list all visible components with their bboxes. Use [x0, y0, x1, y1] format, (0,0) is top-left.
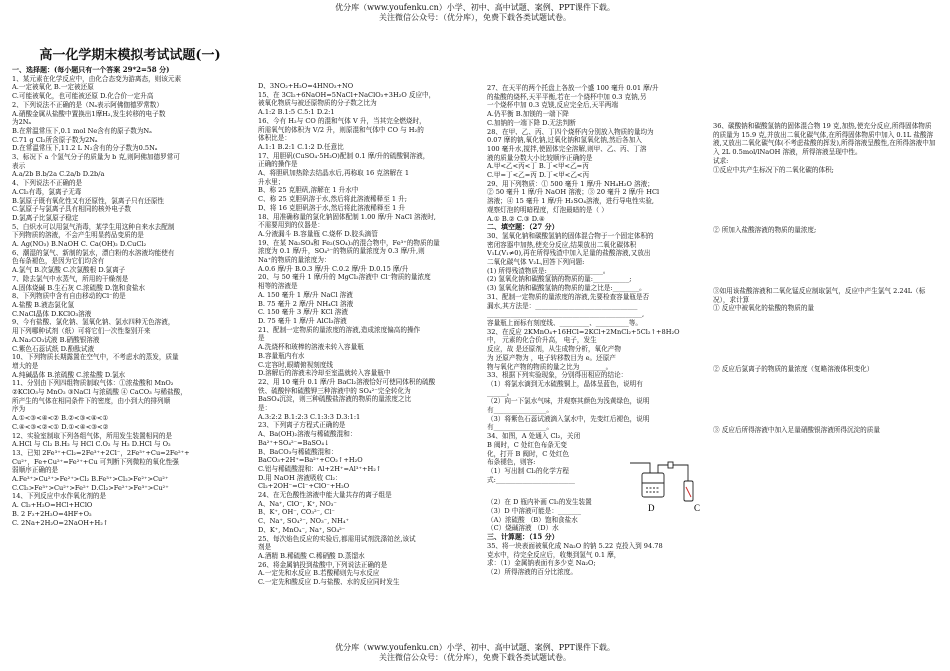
col3-line: 有________________。 — [487, 423, 553, 432]
col2-line: Ba²⁺+SO₄²⁻=BaSO₄↓ — [258, 438, 330, 447]
col3-line: 溶液；④ 15 毫升 1 摩/升 H₂SO₄溶液，进行导电性实验, — [487, 197, 655, 206]
col3-line: 0.07 摩的钠,氧化钠,过氧化钠和氢氧化钠,然后各加入 — [487, 136, 642, 145]
col2-line: 21、配制一定物质的量浓度的溶液,造成浓度偏高的操作 — [258, 325, 421, 334]
col3-line: （3）将紫色石蕊试液滴入氯水中，先变红后褪色，说明 — [487, 414, 650, 423]
col1-body — [12, 66, 248, 527]
col2-line: 是： — [258, 404, 272, 413]
col4-body — [713, 122, 938, 434]
col4-line: ③如用该盐酸溶液和二氧化锰反应制取氯气，反应中产生氯气 2.24L（标况），求计算 — [713, 286, 926, 304]
col3-line: （3）D 中溶液可能是：_______ — [487, 507, 581, 516]
inlet-tube — [630, 463, 650, 473]
col1-line: C.氯原子与氯离子具有相同的核外电子数 — [12, 205, 131, 214]
col1-line: 5、白炽水可以用氯气消毒，某学生用这种自来水去配制 — [12, 222, 175, 231]
col1-line: B. 2 F₂+2H₂O=4HF+O₂ — [12, 509, 92, 518]
col2-line: 24、在无色酸性溶液中能大量共存的离子组是 — [258, 491, 392, 500]
col3-line: V₁L(V₁≠0),再在所得残渣中加入足量的盐酸溶液,又放出 — [487, 249, 651, 258]
footer-line-1: 优分库（www.youfenku.cn）小学、初中、高中试题、案例、PPT课件下载。 — [335, 643, 615, 652]
col1-line: A.Na₂CO₃试液 B.硝酸银溶液 — [12, 335, 100, 344]
col1-line: 11、分别由下列四组物质制取气体：①浓盐酸和 MnO₂ — [12, 379, 174, 388]
col3-line: ② 50 毫升 1 摩/升 NaOH 溶液；③ 20 毫升 2 摩/升 HCl — [487, 188, 660, 197]
col1-line: C.71 g Cl₂所含原子数为2Nₐ — [12, 135, 98, 144]
col2-line: D. 75 毫升 1 摩/升 AlCl₃溶液 — [258, 316, 347, 325]
column-2 — [258, 82, 478, 587]
page-title: 高一化学期末模拟考试试题(一) — [39, 48, 221, 63]
col3-line: A.甲<乙<丙<丁 B.丁<甲<乙=丙 — [487, 162, 589, 171]
col2-line: D.溶解后的溶液未冷却至室温就转入容量瓶中 — [258, 369, 391, 378]
stopcock-b — [668, 462, 673, 468]
col3-line: 求：（1）金属钠表面有多少克 Na₂O; — [487, 559, 596, 568]
col4-line — [713, 339, 938, 365]
col3-line: 30、氢氧化钠和碳酸氢钠的固体混合物于一个固定体积的 — [487, 231, 654, 240]
col3-line: 二氧化碳气体 V₂L,回答下列问题: — [487, 258, 585, 267]
col4-line — [713, 235, 938, 261]
col2-line: BaSO₄沉淀，则三种硫酸盐溶液的物质的量浓度之比 — [258, 395, 412, 404]
col3-line: 二、填空题：（27 分） — [487, 223, 559, 232]
col3-line: 31、配制一定物质的量浓度的溶液,先要检查容量瓶是否 — [487, 292, 650, 301]
col3-line: (1) 所得残渣物质是:_________________。 — [487, 266, 610, 275]
col2-line: 升水里； — [258, 177, 285, 186]
col2-line: A.分液漏斗 B.容量瓶 C.烧杯 D.胶头滴管 — [258, 229, 378, 238]
col4-line: ② 反应后氯离子的物质的量浓度（复略溶液体积变化） — [713, 365, 874, 374]
col2-line: C.一定先和酸反应 D.与盐酸、水的反应同时发生 — [258, 578, 400, 587]
header-line-1: 优分库（www.youfenku.cn）小学、初中、高中试题、案例、PPT课件下载。 — [335, 3, 615, 12]
col3-line: 32、在反应 2KMnO₄+16HCl=2KCl+2MnCl₂+5Cl₂↑+8H₂O — [487, 327, 680, 336]
col2-line: A. 150 毫升 1 摩/升 NaCl 溶液 — [258, 290, 353, 299]
col2-line: A、将胆矾加热除去结晶水后,再称取 16 克溶解在 1 — [258, 169, 410, 178]
col2-line: 铁、硫酸锌和硫酸钾三种溶液中的 SO₄²⁻完全转化为 — [258, 386, 411, 395]
col2-line: 所需氧气的体积为 V/2 升，则原混和气体中 CO 与 H₂的 — [258, 125, 424, 134]
col4-line — [713, 313, 938, 339]
col3-line: B 阀时，C 处红色布条无变 — [487, 440, 568, 449]
col2-line: A.酒精 B.稀硫酸 C.稀硝酸 D.蒸馏水 — [258, 551, 365, 560]
col2-line: 体积比是： — [258, 134, 291, 143]
col3-line: 100 毫升水,搅拌,使固体完全溶解,则甲、乙、丙、丁溶 — [487, 144, 647, 153]
col3-line: _______________________________________________, — [487, 310, 645, 319]
col4-line: ② 所加入盐酸溶液的物质的量浓度; — [713, 226, 817, 235]
column-4 — [713, 122, 938, 434]
col1-line: A.盐酸 B.液态氯化氢 — [12, 300, 75, 309]
col1-line: A.固体烧碱 B.生石灰 C.浓硫酸 D.饱和食盐水 — [12, 283, 146, 292]
col2-line: 22、用 10 毫升 0.1 摩/升 BaCl₂溶液恰好可使同体积的硫酸 — [258, 377, 436, 386]
label-c: C — [694, 503, 701, 513]
col2-line: 被氧化物质与被还原物质的分子数之比为 — [258, 99, 377, 108]
col4-line: ① 反应中被氧化的盐酸的物质的量 — [713, 304, 815, 313]
col1-line: 2、下列说法不正确的是（Nₐ表示阿佛伽德罗常数） — [12, 100, 163, 109]
col2-line: C.定容时,眼睛俯视刻度线 — [258, 360, 333, 369]
col1-line: C.可能被氧化，也可能被还原 D.化合价一定升高 — [12, 92, 154, 101]
col2-line: A、Na⁺, ClO⁻, K⁺, NO₃⁻ — [258, 499, 337, 508]
col2-line: B、称 25 克胆矾,溶解在 1 升水中 — [258, 186, 359, 195]
col2-line: 16、今有 H₂与 CO 的混和气体 V 升，当其完全燃烧时， — [258, 116, 426, 125]
col1-line: B.氯原子既有氧化性又有还原性，氯离子只有还原性 — [12, 196, 165, 205]
col2-line: A.洗烧杯和玻棒的溶液未转入容量瓶 — [258, 343, 364, 352]
chlorine-apparatus-diagram — [628, 453, 704, 515]
col2-line: 正确的操作是 — [258, 160, 298, 169]
col4-line — [713, 174, 938, 200]
column-1 — [12, 48, 248, 527]
col2-line: C、Na⁺, SO₄²⁻, NO₃⁻, NH₄⁺ — [258, 517, 350, 526]
header-line-2: 关注微信公众号：（优分库），免费下载各类试题试卷。 — [379, 13, 571, 22]
col4-line: ①反应中共产生标况下的二氧化碳的体积; — [713, 165, 834, 174]
col1-line: 6、潮湿的氯气、新制的氯水，漂白粉的水溶液均能使有 — [12, 248, 175, 257]
col1-line: B.在常温常压下,0.1 mol Ne含有的原子数为Nₐ — [12, 126, 152, 135]
col4-line — [713, 261, 938, 287]
footer-line-2: 关注微信公众号：（优分库），免费下载各类试题试卷。 — [379, 653, 571, 662]
col3-line: 33、根据下列实验现象，分别得出相应的结论： — [487, 371, 628, 380]
col2-line: 是 — [258, 334, 265, 343]
col3-line: 为 还原产物为 ，电子转移数目为 e。还原产 — [487, 353, 616, 362]
col1-line: C.NaCl晶体 D.KClO₃溶液 — [12, 309, 92, 318]
col3-line: （2）所得溶液的百分比浓度。 — [487, 567, 577, 576]
col1-line: D.在常温常压下,11.2 L N₂含有的分子数为0.5Nₐ — [12, 144, 158, 153]
col1-line: 为2Nₐ — [12, 118, 32, 127]
col3-line: （2）向一下氯水气味，并观察其颜色为浅黄绿色，说明 — [487, 397, 650, 406]
col1-line: 序为 — [12, 405, 26, 414]
col4-line: ③ 反应后所得溶液中加入足量硝酸银溶液所得沉淀的质量 — [713, 425, 880, 434]
col2-line: 相等的溶液是 — [258, 282, 298, 291]
col2-line: C. 150 毫升 3 摩/升 KCl 溶液 — [258, 308, 348, 317]
col1-line: 1、某元素在化学反应中，由化合态变为游离态，则该元素 — [12, 74, 182, 83]
col2-line: D、K⁺, MnO₄⁻, Na⁺, SO₄²⁻ — [258, 525, 346, 534]
col2-line: 18、用准确称量的氯化钠固体配制 1.00 摩/升 NaCl 溶液时, — [258, 212, 436, 221]
col1-line: 13、已知 2Fe³⁺+Cl₂=2Fe³⁺+2Cl⁻，2Fe³⁺+Cu=2Fe²⁺+ — [12, 448, 190, 457]
col3-line: 29、用下列物质：① 500 毫升 1 摩/升 NH₄H₂O 溶液； — [487, 179, 654, 188]
col3-line: 中， 元素的化合价升高， 电子，发生 — [487, 336, 597, 345]
col3-line: (3) 氢氧化钠和碳酸氢钠的物质的量之比是:________。 — [487, 284, 646, 293]
col1-line: A.a/2b B.b/2a C.2a/b D.2b/a — [12, 170, 105, 179]
col3-line: 物与氧化产物的物质的量之比为________。 — [487, 362, 613, 371]
col1-line: A.一定被氧化 B.一定被还原 — [12, 83, 94, 92]
col1-line: A.氯气 B.次氯酸 C.次氯酸根 D.氯离子 — [12, 266, 126, 275]
col1-line: ②KClO₃与 MnO₂ ③NaCl 与浓硫酸 ④ CaCO₃ 与稀盐酸， — [12, 388, 187, 397]
page-footer — [0, 643, 950, 663]
col1-line: 用下列哪种试剂（纸）可将它们一次性鉴别开来 — [12, 327, 151, 336]
col2-line: 20、与 50 毫升 1 摩/升的 MgCl₂溶液中 Cl⁻物质的量浓度 — [258, 273, 431, 282]
col3-line: 的盐酸的烧杯,天平平衡,若在一个烧杯中加 0.3 克钠,另 — [487, 92, 647, 101]
col3-line: （A）浓硫酸 （B）饱和食盐水 — [487, 515, 578, 524]
col2-line: 23、下列离子方程式正确的是 — [258, 421, 346, 430]
col1-line: C.Cl₂>Fe³⁺>Cu²⁺>Fe²⁺ D.Cl₂>Fe²⁺>Fe³⁺>Cu²⁺ — [12, 483, 169, 492]
col2-line: Na⁺的物质的量浓度为： — [258, 256, 331, 265]
col2-line: B.容量瓶内有水 — [258, 351, 305, 360]
col2-line: 19、在某 Na₂SO₄和 Fe₂(SO₄)₃的混合物中，Fe³⁺的物质的量 — [258, 238, 440, 247]
col3-line: (2) 氢氧化钠和碳酸氢钠的物质的量:___________; — [487, 275, 632, 284]
col4-line — [713, 200, 938, 226]
col2-line: A.0.6 摩/升 B.0.3 摩/升 C.0.2 摩/升 D.0.15 摩/升 — [258, 264, 409, 273]
col3-line: 三、计算题：（15 分） — [487, 533, 559, 542]
col3-line: 观察灯泡的明暗程度，灯泡最暗的是（ ） — [487, 205, 608, 214]
col3-line: 一个烧杯中加 0.3 克镁,反应完全后,天平两端 — [487, 101, 618, 110]
col3-line: 有________________。 — [487, 406, 553, 415]
col2-line: 15、在 3Cl₂+6NaOH=5NaCl+NaClO₃+3H₂O 反应中， — [258, 90, 436, 99]
col2-line: B、BaCO₃与稀硫酸混和： — [258, 447, 338, 456]
col2-line: 浓度为 0.1 摩/升，SO₄²⁻的物质的量浓度为 0.3 摩/升,则 — [258, 247, 425, 256]
col4-line: 36、碳酸钠和碳酸氢钠的固体混合物 19 克,加热,使充分反应,所得固体物质的质量为 15.9 克,并放出二氧化碳气体,在所得固体物质中加入 0.1L 盐酸溶液,又放出二氧化碳气体(不考虑盐酸的挥发),所得溶液呈酸性,在所得溶液中加入 2L 0.5mol/lNaOH 溶液，所得溶液呈现中性。 — [713, 122, 936, 157]
col3-line: （2）在 D 瓶内补画 Cl₂的发生装置 — [487, 498, 592, 507]
col2-line: 25、每次焰色反应的实验后,都需用试剂洗涤铂丝,该试 — [258, 534, 416, 543]
col1-line: 12、实验室制取下列各组气体，所用发生装置相同的是 — [12, 431, 173, 440]
col3-line: （C）烧碱溶液 （D）水 — [487, 524, 559, 533]
col2-line: C、称 25 克胆矾溶于水,然后将此溶液稀释至 1 升; — [258, 195, 408, 204]
col1-line: 14、下列反应中水作氧化剂的是 — [12, 492, 107, 501]
col2-line: A、Ba(OH)₂溶液与稀硫酸混和： — [258, 430, 357, 439]
col1-line: C.紫色石蕊试纸 D.酚酞试液 — [12, 344, 95, 353]
col1-line: 增大的是 — [12, 361, 39, 370]
col3-line: 密闭容器中加热,使充分反应,结果放出二氧化碳体积 — [487, 240, 637, 249]
col3-line: 反应，故 是还原剂，从生成物分析，氧化产物 — [487, 345, 621, 354]
col4-line: 试求: — [713, 156, 729, 165]
col3-line: 化，打开 B 阀时，C 处红色 — [487, 449, 570, 458]
col1-line: 9、今有盐酸、氯化钠、氢氧化钠、氯水四种无色溶液， — [12, 318, 175, 327]
col2-line: Cl₂+2OH⁻=Cl⁻+ClO⁻+H₂O — [258, 482, 350, 491]
wash-bottle — [642, 473, 664, 497]
col2-line: 不需要用到的仪器是： — [258, 221, 324, 230]
col1-line: 一、选择题：(每小题只有一个答案 29*2=58 分) — [12, 66, 170, 74]
col1-line: C.④<③<②<① D.①<④<③<② — [12, 422, 109, 431]
col2-line: B、K⁺, OH⁻, CO₃²⁻, Cl⁻ — [258, 508, 335, 517]
col3-line: 克水中，待完全反应后，收集到氢气 0.1 摩， — [487, 550, 621, 559]
col1-line: A.①<③<④<② B.②<③<④<① — [12, 414, 109, 423]
col1-line: 色布条褪色，是因为它们均含有 — [12, 257, 105, 266]
col2-line: A.1:2 B.1:5 C.5:1 D.2:1 — [258, 108, 335, 117]
col1-line: A.Fe³⁺>Cu²⁺>Fe²⁺>Cl₂ B.Fe³⁺>Cl₂>Fe²⁺>Cu²⁺ — [12, 475, 169, 484]
col2-line: A.1:1 B.2:1 C.1:2 D.任意比 — [258, 142, 344, 151]
col4-line — [713, 374, 938, 400]
col1-line: A.纯碱晶体 B.浓硫酸 C.浓盐酸 D.氯水 — [12, 370, 126, 379]
label-d: D — [648, 503, 655, 513]
page-header — [0, 3, 950, 23]
col3-line: C.甲=丁<乙=丙 D.丁<甲<乙<丙 — [487, 171, 590, 180]
col2-line: BaCO₃+2H⁺=Ba²⁺+CO₂↑+H₂O — [258, 456, 363, 465]
col3-line: （1）写出制 Cl₂的化学方程 — [487, 466, 570, 475]
col3-line: ______。 — [487, 388, 514, 397]
col3-line: 35、将一块表面被氧化成 Na₂O 的钠 5.22 克投入到 94.78 — [487, 541, 663, 550]
col3-line: C.加钠的一端下降 D.无法判断 — [487, 118, 576, 127]
col3-line: A.仍平衡 B.加镁的一端下降 — [487, 110, 569, 119]
col4-line — [713, 400, 938, 426]
col1-line: D.氯离子比氯原子稳定 — [12, 213, 79, 222]
col3-line: 27、在天平的两个托盘上各放一个盛 100 毫升 0.01 摩/升 — [487, 84, 659, 92]
col2-line: 17、用胆矾(CuSO₄·5H₂O)配制 0.1 摩/升的硫酸铜溶液， — [258, 151, 430, 160]
col2-line: D.用 NaOH 溶液吸收 Cl₂： — [258, 473, 342, 482]
col2-line: A.3:2:2 B.1:2:3 C.1:3:3 D.3:1:1 — [258, 412, 361, 421]
col2-line: B. 75 毫升 2 摩/升 NH₄Cl 溶液 — [258, 299, 354, 308]
col1-line: A.Cl₂有毒，氯离子无毒 — [12, 187, 82, 196]
col2-line: D、将 16 克胆矾溶于水,然后将此溶液稀释至 1 升 — [258, 203, 406, 212]
col2-line: A.一定先和水反应 B.若酸稀则先与水反应 — [258, 569, 380, 578]
col2-line: D、3NO₂+H₂O=4HNO₃+NO — [258, 82, 354, 90]
col1-line: A.HCl 与 Cl₂ B.H₂ 与 HCl C.O₂ 与 H₂ D.HCl 与 O₂ — [12, 440, 171, 449]
col1-line: 10、下列物质长期露置在空气中，不考虑水的蒸发，质量 — [12, 353, 179, 362]
col3-line: A.① B.② C.③ D.④ — [487, 214, 545, 223]
col1-line: 表示 — [12, 161, 26, 170]
col1-line: 3、标况下 a 个氢气分子的质量为 b 克,则阿佛加德罗常可 — [12, 153, 180, 162]
col1-line: A. Ag(NO₃) B.NaOH C. Ca(OH)₂ D.CuCl₂ — [12, 240, 147, 249]
col3-line: 液的质量分数大小比较顺序正确的是 — [487, 153, 593, 162]
col1-line: Cu²⁺，Fe+Cu²⁺=Fe²⁺+Cu 可判断下列微粒的氧化性强 — [12, 457, 179, 466]
col2-body — [258, 82, 478, 587]
col1-line: 下列物质的溶液，不会产生明显药品变质的是 — [12, 231, 144, 240]
col2-line: 剂是 — [258, 543, 272, 552]
col2-line: C.铝与稀硫酸混和：Al+2H⁺=Al³⁺+H₂↑ — [258, 464, 382, 473]
col1-line: 7、除去氯气中水蒸气，所用的干燥剂是 — [12, 274, 129, 283]
col1-line: 8、下列物质中含有自由移动的Cl⁻的是 — [12, 292, 126, 301]
col3-line: 容量瓶上面标有刻度线、_________、__________等。 — [487, 318, 642, 327]
col2-line: 26、将金属钠投到盐酸中,下列说法正确的是 — [258, 560, 388, 569]
col1-line: 弱顺序正确的是 — [12, 466, 59, 475]
col1-line: 所产生的气体在相同条件下的密度，由小到大的排列顺 — [12, 396, 171, 405]
col3-line: 布条褪色，则容: — [487, 458, 536, 467]
col1-line: A. Cl₂+H₂O=HCl+HClO — [12, 501, 93, 510]
col3-line: 式:________________________ — [487, 475, 575, 484]
col1-line: 4、下列说法不正确的是 — [12, 179, 83, 188]
col3-line: 28、在甲、乙、丙、丁四个烧杯内分别放入物质的量均为 — [487, 127, 654, 136]
col3-line: 漏水,其方法是：_______________________________ — [487, 301, 638, 310]
col1-line: C. 2Na+2H₂O=2NaOH+H₂↑ — [12, 518, 109, 527]
col3-line: 34、如图，A 处通入 Cl₂，关闭 — [487, 432, 581, 441]
col1-line: A.硝酸金属从盐酸中置换出1摩H₂,发生转移的电子数 — [12, 109, 166, 118]
col3-line: （1）将氯水滴到无水硫酸铜上，晶体呈蓝色，说明有 — [487, 379, 643, 388]
